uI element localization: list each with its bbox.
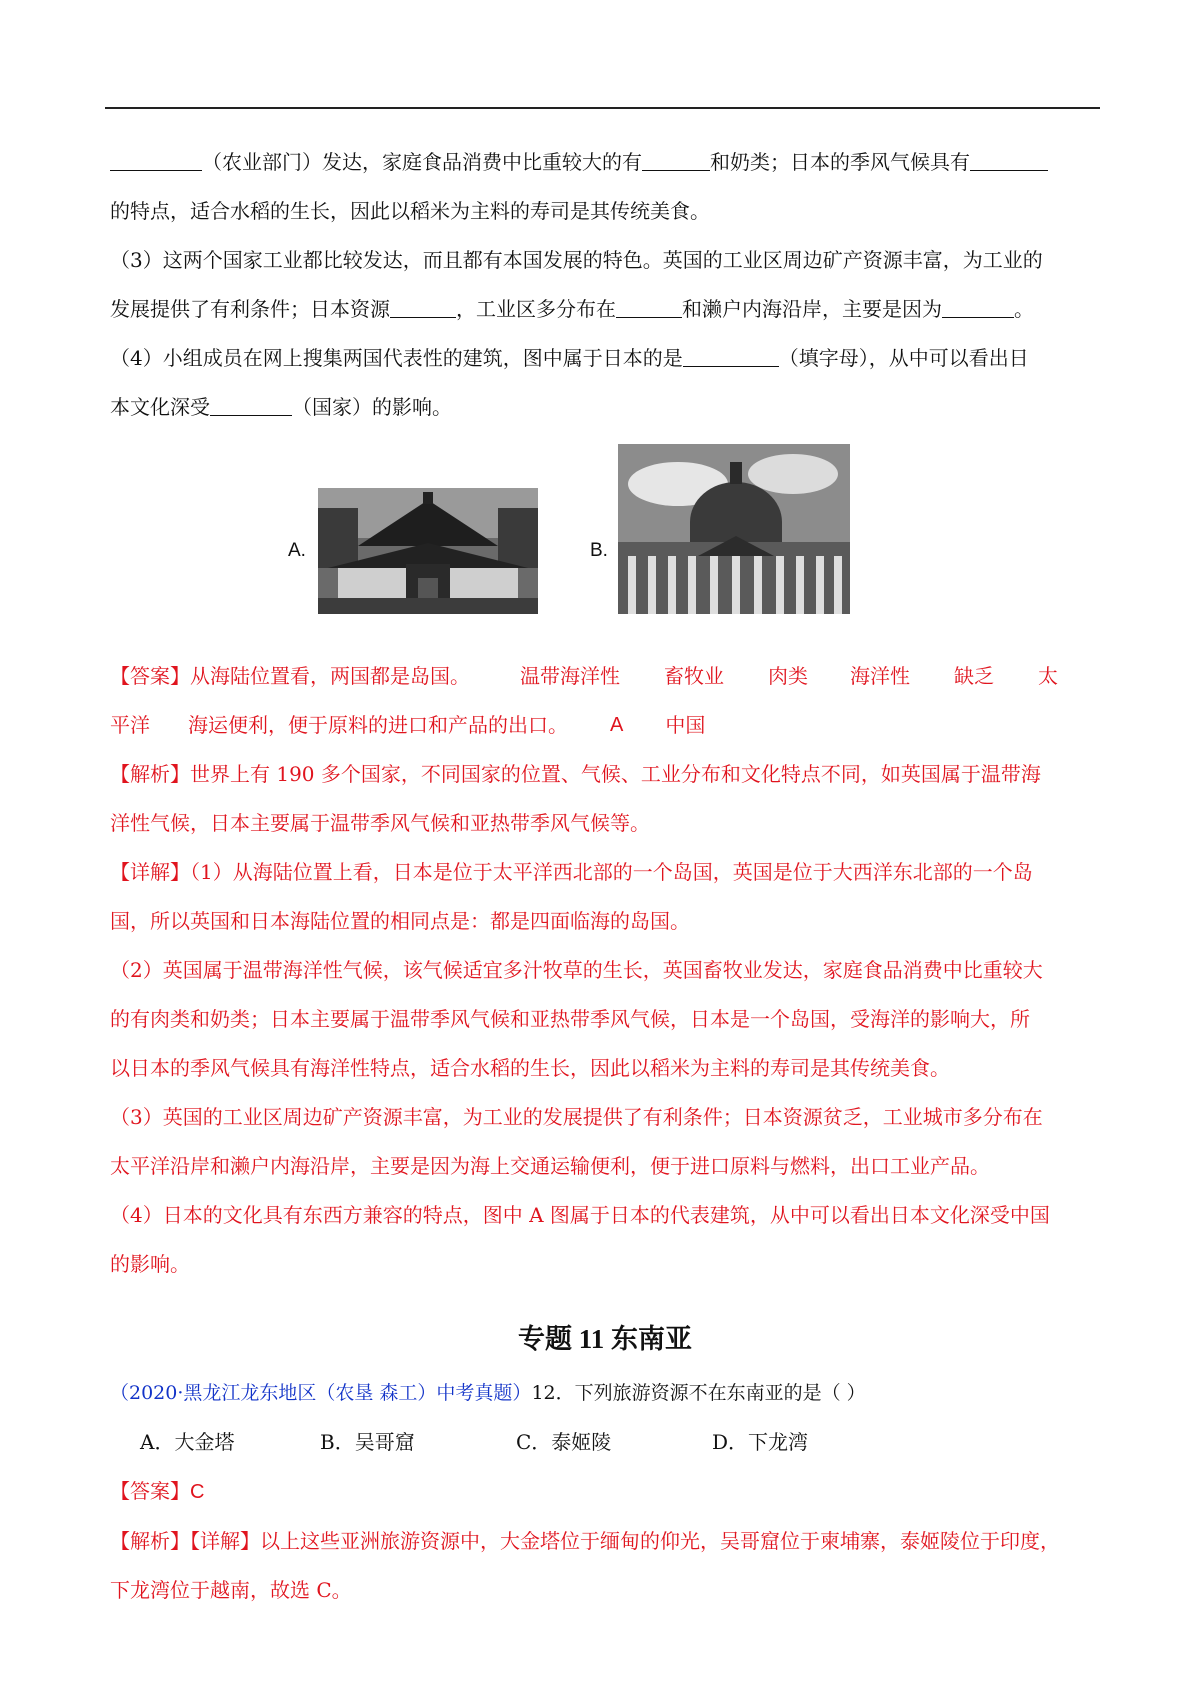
answer-block	[110, 652, 1100, 1289]
q3-text: 发展提供了有利条件；日本资源	[110, 297, 390, 321]
q3-line2	[110, 285, 1100, 334]
q4-line2	[110, 383, 1100, 432]
q12-options	[110, 1418, 1100, 1467]
building-figures	[110, 444, 1100, 652]
answer-tag: 【答案】	[110, 664, 190, 688]
answer-item: 从海陆位置看，两国都是岛国。	[190, 664, 470, 688]
detail-text: 以日本的季风气候具有海洋性特点，适合水稻的生长，因此以稻米为主料的寿司是其传统美食。	[110, 1056, 950, 1080]
q2-line1	[110, 138, 1100, 187]
answer-blank	[110, 150, 202, 171]
answer-value: C	[190, 1481, 205, 1503]
answer-item: 太	[1038, 664, 1058, 688]
detail-text: （3）英国的工业区周边矿产资源丰富，为工业的发展提供了有利条件；日本资源贫乏，工业城市多分布在	[110, 1105, 1043, 1129]
detail-line	[110, 1240, 1100, 1289]
analysis-tag: 【解析】【详解】	[110, 1529, 260, 1553]
q4-text: （填字母），从中可以看出日	[778, 346, 1029, 370]
q4-text: （4）小组成员在网上搜集两国代表性的建筑，图中属于日本的是	[110, 346, 683, 370]
option-d: D．下龙湾	[712, 1430, 809, 1454]
analysis-text: 下龙湾位于越南，故选 C。	[110, 1578, 352, 1602]
answer-blank	[390, 297, 456, 318]
detail-text: 太平洋沿岸和濑户内海沿岸，主要是因为海上交通运输便利，便于进口原料与燃料，出口工业产品。	[110, 1154, 990, 1178]
answer-item: 中国	[665, 713, 706, 737]
q12-stem	[110, 1369, 1100, 1418]
option-b: B．吴哥窟	[320, 1430, 415, 1454]
answer-blank	[683, 346, 779, 367]
answer-blank	[210, 395, 292, 416]
page-content	[110, 138, 1100, 1615]
answer-blank	[616, 297, 682, 318]
q12-analysis-line1	[110, 1517, 1100, 1566]
q12-answer	[110, 1467, 1100, 1517]
analysis-text: 世界上有 190 多个国家，不同国家的位置、气候、工业分布和文化特点不同，如英国属于温带海	[190, 762, 1041, 786]
answer-item: 海洋性	[850, 664, 910, 688]
q4-text: 本文化深受	[110, 395, 210, 419]
option-a: A．大金塔	[140, 1430, 235, 1454]
answer-item: 肉类	[768, 664, 808, 688]
detail-line	[110, 1191, 1100, 1240]
analysis-line1	[110, 750, 1100, 799]
q3-text: ，工业区多分布在	[456, 297, 616, 321]
detail-line	[110, 1044, 1100, 1093]
answer-blank	[970, 150, 1048, 171]
answer-item: 海运便利，便于原料的进口和产品的出口。	[188, 713, 568, 737]
answer-tag: 【答案】	[110, 1479, 190, 1503]
european-cathedral-image	[618, 444, 850, 614]
detail-line	[110, 946, 1100, 995]
answer-line2	[110, 701, 1100, 750]
answer-blank	[942, 297, 1014, 318]
q3-text: （3）这两个国家工业都比较发达，而且都有本国发展的特色。英国的工业区周边矿产资源丰富，为工业的	[110, 248, 1043, 272]
detail-tag: 【详解】	[110, 860, 190, 884]
figure-b-label: B.	[590, 540, 608, 561]
detail-line	[110, 1093, 1100, 1142]
header-rule	[105, 107, 1100, 109]
detail-line	[110, 1142, 1100, 1191]
detail-line	[110, 897, 1100, 946]
q3-text: 。	[1014, 297, 1034, 321]
q2-line2	[110, 187, 1100, 236]
q2-text: （农业部门）发达，家庭食品消费中比重较大的有	[202, 150, 642, 174]
analysis-text: 洋性气候，日本主要属于温带季风气候和亚热带季风气候等。	[110, 811, 650, 835]
analysis-line2	[110, 799, 1100, 848]
answer-item: 温带海洋性	[520, 664, 620, 688]
section-title: 专题 11 东南亚	[517, 1324, 692, 1354]
answer-item: 缺乏	[954, 664, 994, 688]
detail-line	[110, 848, 1100, 897]
question-source: （2020·黑龙江龙东地区（农垦 森工）中考真题）	[110, 1382, 532, 1404]
analysis-text: 以上这些亚洲旅游资源中，大金塔位于缅甸的仰光，吴哥窟位于柬埔寨，泰姬陵位于印度，	[260, 1529, 1060, 1553]
analysis-tag: 【解析】	[110, 762, 190, 786]
detail-text: （4）日本的文化具有东西方兼容的特点，图中 A 图属于日本的代表建筑，从中可以看出日本文化深受中国	[110, 1203, 1050, 1227]
detail-text: 的有肉类和奶类；日本主要属于温带季风气候和亚热带季风气候，日本是一个岛国，受海洋的影响大，所	[110, 1007, 1030, 1031]
detail-text: 的影响。	[110, 1252, 190, 1276]
q2-text: 和奶类；日本的季风气候具有	[710, 150, 970, 174]
q2-text: 的特点，适合水稻的生长，因此以稻米为主料的寿司是其传统美食。	[110, 199, 710, 223]
japanese-temple-image	[318, 488, 538, 614]
q3-text: 和濑户内海沿岸，主要是因为	[682, 297, 942, 321]
q12-analysis-line2	[110, 1566, 1100, 1615]
figure-a-label: A.	[288, 540, 306, 561]
q4-line1	[110, 334, 1100, 383]
q3-line1	[110, 236, 1100, 285]
answer-line1	[110, 652, 1100, 701]
detail-text: （2）英国属于温带海洋性气候，该气候适宜多汁牧草的生长，英国畜牧业发达，家庭食品消费中比重较大	[110, 958, 1043, 982]
answer-item: 畜牧业	[664, 664, 724, 688]
answer-blank	[642, 150, 710, 171]
detail-line	[110, 995, 1100, 1044]
answer-item: A	[610, 714, 624, 736]
answer-item: 平洋	[110, 713, 150, 737]
q4-text: （国家）的影响。	[292, 395, 452, 419]
detail-text: 国，所以英国和日本海陆位置的相同点是：都是四面临海的岛国。	[110, 909, 690, 933]
detail-text: （1）从海陆位置上看，日本是位于太平洋西北部的一个岛国，英国是位于大西洋东北部的一个岛	[190, 860, 1033, 884]
option-c: C．泰姬陵	[516, 1430, 612, 1454]
question-stem: 12．下列旅游资源不在东南亚的是（ ）	[531, 1382, 866, 1404]
